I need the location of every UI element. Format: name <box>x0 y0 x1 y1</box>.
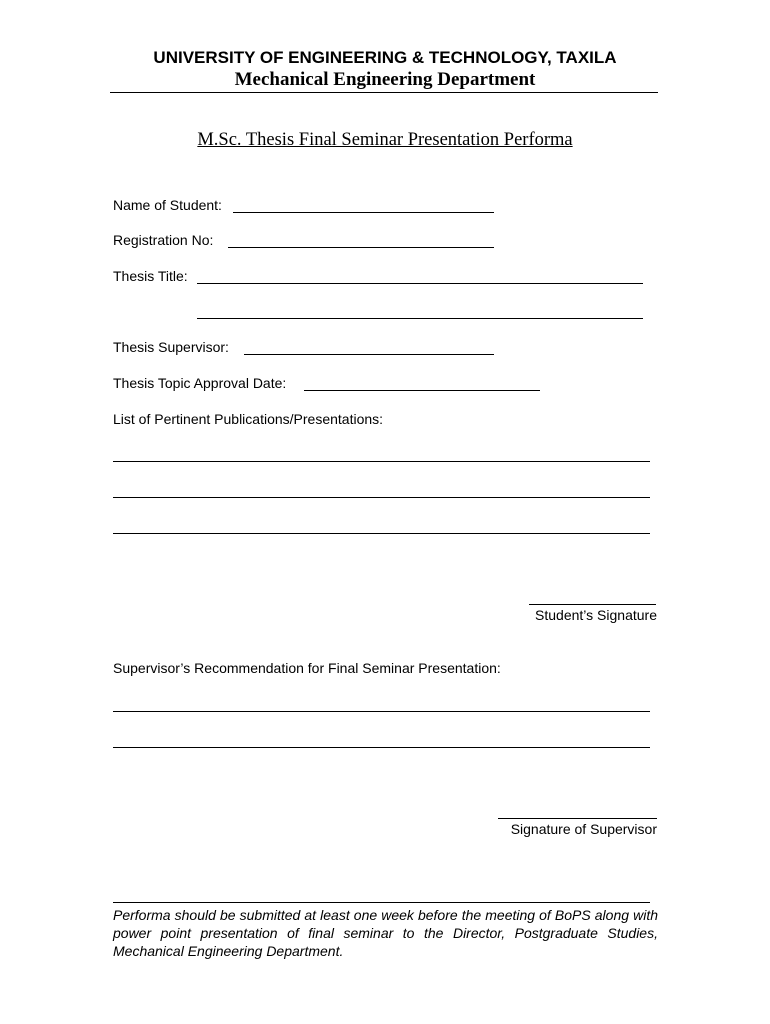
thesis-title-field-line-2[interactable] <box>197 318 643 319</box>
publications-line-2[interactable] <box>113 497 650 498</box>
name-of-student-label: Name of Student: <box>113 197 222 213</box>
thesis-title-field[interactable] <box>197 283 643 284</box>
publications-line-1[interactable] <box>113 461 650 462</box>
name-of-student-field[interactable] <box>233 212 494 213</box>
footer-note: Performa should be submitted at least one week before the meeting of BoPS along with power point presentation of final seminar to the Director, Postgraduate Studies, Mechanical Engineering Department. <box>113 907 658 959</box>
supervisor-recommendation-label: Supervisor’s Recommendation for Final Seminar Presentation: <box>113 660 501 676</box>
university-name: UNIVERSITY OF ENGINEERING & TECHNOLOGY, TAXILA <box>153 48 617 67</box>
supervisor-signature-line[interactable] <box>498 818 657 819</box>
recommendation-line-1[interactable] <box>113 711 650 712</box>
form-title: M.Sc. Thesis Final Seminar Presentation Performa <box>197 130 573 150</box>
publications-label: List of Pertinent Publications/Presentations: <box>113 411 384 427</box>
approval-date-field[interactable] <box>304 390 540 391</box>
footer-divider <box>113 902 650 903</box>
supervisor-signature-label: Signature of Supervisor <box>510 821 657 837</box>
student-signature-label: Student’s Signature <box>535 607 657 623</box>
student-signature-line[interactable] <box>529 604 656 605</box>
thesis-title-label: Thesis Title: <box>113 268 188 284</box>
registration-no-label: Registration No: <box>113 232 214 248</box>
department-name: Mechanical Engineering Department <box>234 69 536 90</box>
thesis-supervisor-field[interactable] <box>244 354 494 355</box>
approval-date-label: Thesis Topic Approval Date: <box>113 375 287 391</box>
header-divider <box>110 92 658 93</box>
recommendation-line-2[interactable] <box>113 747 650 748</box>
thesis-supervisor-label: Thesis Supervisor: <box>113 339 229 355</box>
publications-line-3[interactable] <box>113 533 650 534</box>
registration-no-field[interactable] <box>228 247 494 248</box>
